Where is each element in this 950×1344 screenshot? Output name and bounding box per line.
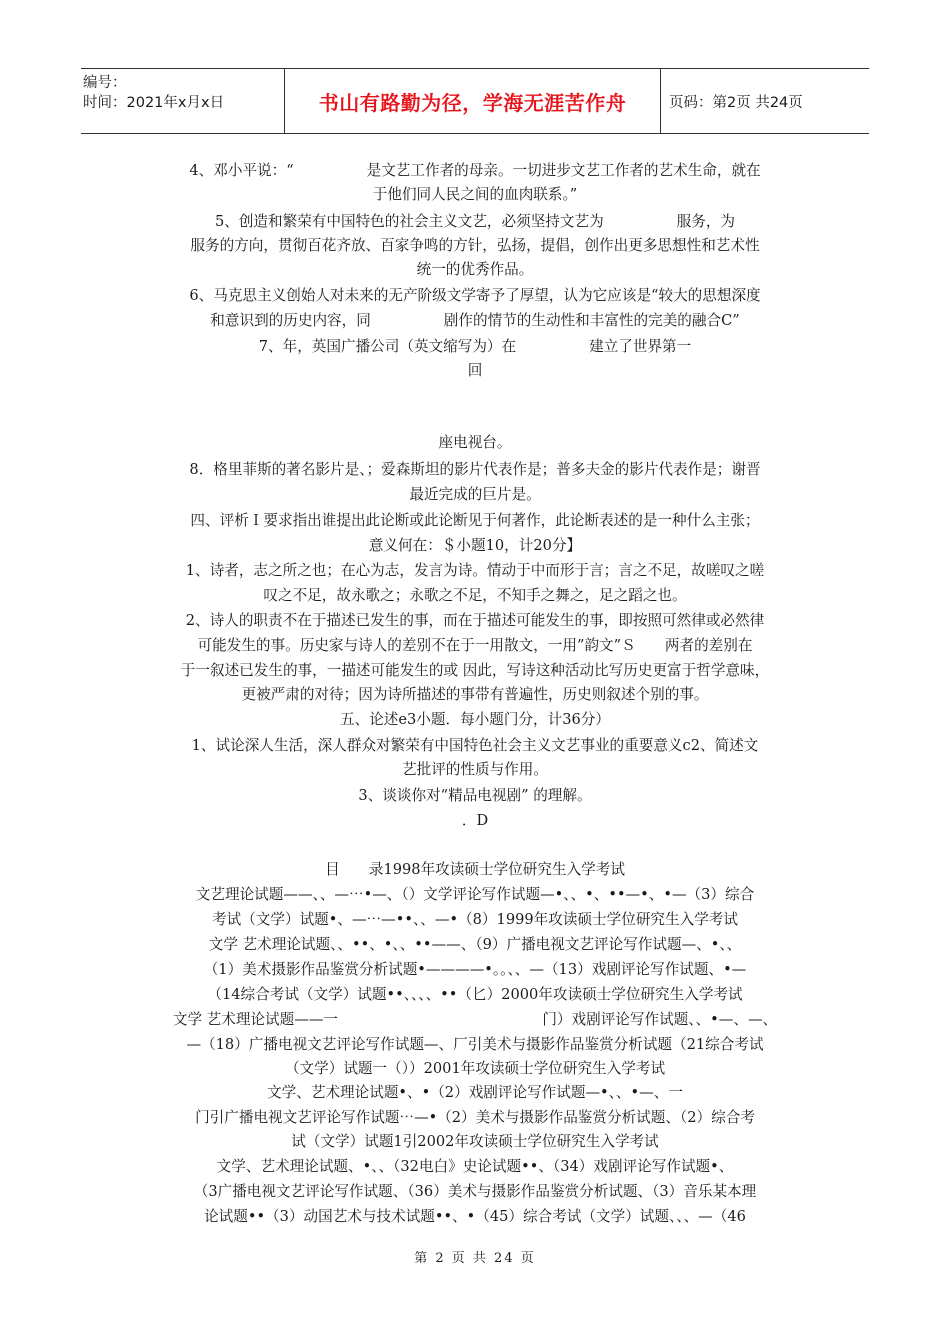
header-page-number: 页码：第2页 共24页 — [669, 94, 803, 111]
toc-line: 文艺理论试题——、、—⋯•—、（）文学评论写作试题—•、、•、••—•、•—（3）综合 — [195, 886, 755, 903]
toc-line: （1）美术摄影作品鉴赏分析试题•————•。。、、—（13）戏剧评论写作试题、•— — [203, 961, 747, 978]
body-line: 4、邓小平说：“ 是文艺工作者的母亲。一切进步文艺工作者的艺术生命，就在 — [189, 162, 761, 179]
toc-line: 论试题••（3）动国艺术与技术试题••、•（45）综合考试（文学）试题、、、—（46 — [204, 1208, 746, 1225]
toc-line: 试（文学）试题1引2002年攻读硕士学位研究生入学考试 — [291, 1133, 659, 1150]
page-header — [81, 68, 869, 134]
body-line: 于他们同人民之间的血肉联系。” — [372, 186, 578, 203]
body-line: 6、马克思主义创始人对未来的无产阶级文学寄予了厚望，认为它应该是“较大的思想深度 — [189, 287, 761, 304]
toc-line: 文学 艺术理论试题、、••、•、、••——、（9）广播电视文艺评论写作试题—、•、、 — [208, 936, 742, 953]
body-line: 5、创造和繁荣有中国特色的社会主义文艺，必须坚持文艺为 服务，为 — [214, 213, 736, 230]
page-footer: 第 2 页 共 24 页 — [414, 1251, 536, 1266]
toc-line: 门引广播电视文艺评论写作试题⋯—•（2）美术与摄影作品鉴赏分析试题、（2）综合考 — [195, 1109, 755, 1126]
toc-line: （14综合考试（文学）试题••、、、、••（匕）2000年攻读硕士学位研究生入学考试 — [207, 986, 743, 1003]
body-line: 四、评析Ｉ要求指出谁提出此论断或此论断见于何著作，此论断表述的是一种什么主张； — [190, 512, 760, 529]
body-line: 叹之不足，故永歌之；永歌之不足，不知手之舞之，足之蹈之也。 — [263, 587, 687, 604]
body-line: 可能发生的事。历史家与诗人的差别不在于一用散文，一用”韵文”Ｓ 两者的差别在 — [197, 637, 753, 654]
body-line: 统一的优秀作品。 — [416, 261, 534, 278]
toc-line: （文学）试题一（））2001年攻读硕士学位研究生入学考试 — [284, 1060, 666, 1077]
toc-line: 文学、艺术理论试题、•、、（32电白》史论试题••、（34）戏剧评论写作试题•、 — [216, 1158, 734, 1175]
document-date-label: 时间：2021年x月x日 — [83, 95, 225, 111]
toc-line: 文学、艺术理论试题•、•（2）戏剧评论写作试题—•、、•—、一 — [267, 1084, 683, 1101]
body-line: 最近完成的巨片是。 — [409, 486, 541, 503]
toc-line: 文学 艺术理论试题——一 门）戏剧评论写作试题、、•—、—、 — [172, 1011, 778, 1028]
body-line: 五、论述e3小题．每小题门分，计36分） — [340, 711, 610, 728]
body-line: 服务的方向，贯彻百花齐放、百家争鸣的方针，弘扬，提倡，创作出更多思想性和艺术性 — [190, 237, 760, 254]
body-line: 8．格里菲斯的著名影片是、；爱森斯坦的影片代表作是；普多夫金的影片代表作是；谢晋 — [189, 461, 761, 478]
body-line: 回 — [467, 362, 483, 379]
toc-line: 考试（文学）试题•、—⋯—••、、—•（8）1999年攻读硕士学位研究生入学考试 — [212, 911, 738, 928]
document-number-label: 编号： — [83, 75, 127, 91]
body-line: 3、谈谈你对“精品电视剧” 的理解。 — [358, 787, 592, 804]
body-line: 7、年，英国广播公司（英文缩写为）在 建立了世界第一 — [258, 338, 692, 355]
body-line: 2、诗人的职责不在于描述已发生的事，而在于描述可能发生的事，即按照可然律或必然律 — [185, 612, 765, 629]
body-line: 于一叙述已发生的事，一描述可能发生的或 因此，写诗这种活动比写历史更富于哲学意味， — [180, 662, 770, 679]
body-line: 1、诗者，志之所之也；在心为志，发言为诗。情动于中而形于言；言之不足，故嗟叹之嗟 — [185, 562, 765, 579]
body-line: 更被严肃的对待；因为诗所描述的事带有普遍性，历史则叙述个别的事。 — [241, 686, 709, 703]
toc-line: （3广播电视文艺评论写作试题、（36）美术与摄影作品鉴赏分析试题、（3）音乐某本理 — [193, 1183, 757, 1200]
body-line: 座电视台。 — [438, 434, 512, 451]
body-line: 意义何在：＄小题10，计20分】 — [368, 537, 582, 554]
body-line: ．D — [461, 812, 489, 829]
body-line: 艺批评的性质与作用。 — [402, 761, 548, 778]
body-line: 1、试论深人生活，深人群众对繁荣有中国特色社会主义文艺事业的重要意义c2、简述文 — [191, 737, 759, 754]
toc-line: 目 录1998年攻读硕士学位研究生入学考试 — [325, 861, 625, 878]
body-line: 和意识到的历史内容，同 剧作的情节的生动性和丰富性的完美的融合C” — [210, 312, 740, 329]
header-motto: 书山有路勤为径，学海无涯苦作舟 — [285, 69, 661, 133]
toc-line: —（18）广播电视文艺评论写作试题—、厂引美术与摄影作品鉴赏分析试题（21综合考试 — [186, 1036, 764, 1053]
header-meta — [81, 69, 285, 133]
